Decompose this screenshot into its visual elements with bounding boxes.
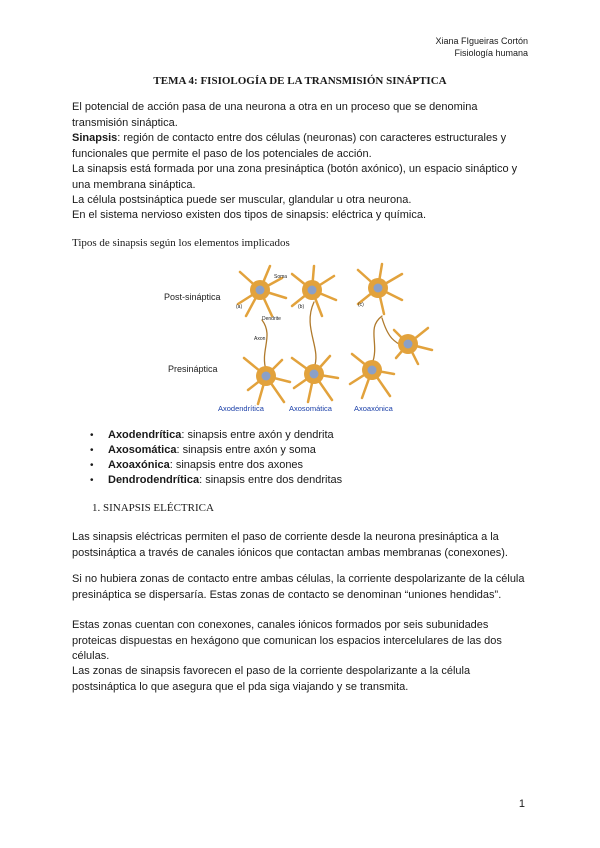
axon-label: Axon: [254, 336, 266, 342]
list-item-term: Axodendrítica: [108, 429, 182, 441]
post-synaptic-label: Post-sináptica: [164, 292, 221, 302]
section-heading: 1. SINAPSIS ELÉCTRICA: [92, 502, 214, 514]
intro-p2: [72, 131, 530, 162]
caption-axosomatica: Axosomática: [289, 404, 332, 413]
section-p4: Las zonas de sinapsis favorecen el paso de la corriente despolarizante a la célula postsináptica lo que asegura que el pda siga viajando y se transmita.: [72, 665, 471, 693]
list-item-term: Axosomática: [108, 444, 177, 456]
synapse-types-list: [90, 428, 342, 488]
list-item-desc: : sinapsis entre dos dendritas: [199, 474, 343, 486]
list-item-desc: : sinapsis entre dos axones: [169, 459, 304, 471]
page-title: TEMA 4: FISIOLOGÍA DE LA TRANSMISIÓN SINÁPTICA: [153, 75, 447, 87]
list-item-desc: : sinapsis entre axón y dendrita: [181, 429, 334, 441]
intro-p3: La sinapsis está formada por una zona presináptica (botón axónico), un espacio sináptico y una membrana sináptica.: [72, 163, 518, 191]
list-item-desc: : sinapsis entre axón y soma: [176, 444, 316, 456]
intro-p5: En el sistema nervioso existen dos tipos de sinapsis: eléctrica y química.: [72, 209, 426, 221]
section-p3: Estas zonas cuentan con conexones, canales iónicos formados por seis subunidades proteicas dispuestas en hexágono que comunican los espacios intercelulares de las dos células.: [72, 619, 502, 662]
caption-axoaxonica: Axoaxónica: [354, 404, 393, 413]
synapse-types-figure: [162, 258, 436, 418]
list-item: [90, 443, 342, 458]
header-course: Fisiología humana: [454, 48, 528, 58]
dendrite-label: Dendrite: [262, 316, 281, 322]
list-item: [90, 428, 342, 443]
intro-p4: La célula postsináptica puede ser muscular, glandular u otra neurona.: [72, 194, 412, 206]
list-item: [90, 458, 342, 473]
panel-a-label: (a): [236, 304, 243, 310]
soma-label: Soma: [274, 274, 288, 280]
types-heading: Tipos de sinapsis según los elementos implicados: [72, 237, 290, 249]
panel-c-label: (c): [358, 302, 364, 308]
list-item-term: Axoaxónica: [108, 459, 170, 471]
section-p1: Las sinapsis eléctricas permiten el paso de corriente desde la neurona presináptica a la postsináptica a través de canales iónicos que contactan ambas membranas (conexones).: [72, 531, 508, 559]
intro-def: : región de contacto entre dos células (neuronas) con caracteres estructurales y funcionales que permite el paso de los potenciales de acción.: [72, 132, 507, 160]
caption-axodendritica: Axodendrítica: [218, 404, 264, 413]
panel-b-label: (b): [298, 304, 305, 310]
synapse-diagram: [162, 258, 436, 418]
list-item: [90, 473, 342, 488]
pre-synaptic-label: Presináptica: [168, 364, 218, 374]
intro-term: Sinapsis: [72, 132, 118, 144]
page-number: 1: [518, 798, 525, 810]
header-author: Xiana FIgueiras Cortón: [435, 36, 528, 46]
intro-p1: El potencial de acción pasa de una neurona a otra en un proceso que se denomina transmisión sináptica.: [72, 101, 478, 129]
section-p2: Si no hubiera zonas de contacto entre ambas células, la corriente despolarizante de la célula presináptica se dispersaría. Estas zonas de contacto se denominan “uniones hendidas”.: [72, 573, 525, 601]
list-item-term: Dendrodendrítica: [108, 474, 200, 486]
